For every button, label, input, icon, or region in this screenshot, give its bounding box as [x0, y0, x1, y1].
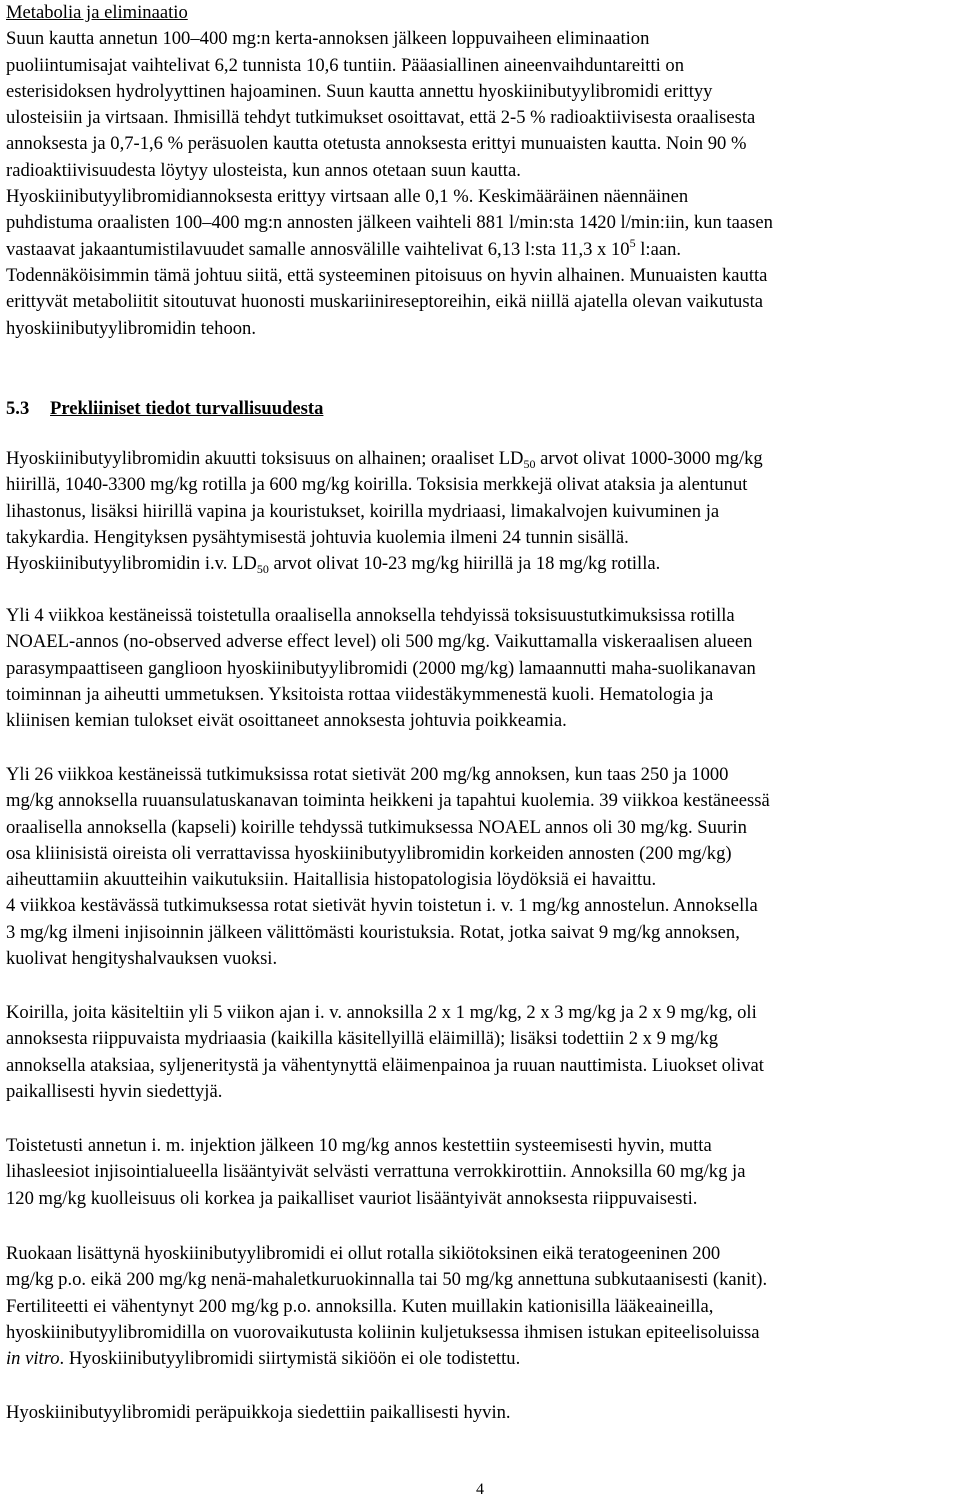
section-title: Prekliiniset tiedot turvallisuudesta [50, 398, 324, 419]
text-line: paikallisesti hyvin siedettyjä. [6, 1080, 223, 1102]
text-line: lihasleesiot injisointialueella lisääntyivät selvästi verrattuna verrokkirottiin. Annoksilla 60 mg/kg ja [6, 1161, 746, 1183]
text-line: takykardia. Hengityksen pysähtymisestä johtuvia kuolemia ilmeni 24 tunnin sisällä. [6, 526, 629, 548]
text-line: NOAEL-annos (no-observed adverse effect level) oli 500 mg/kg. Vaikuttamalla viskeraalisen alueen [6, 631, 753, 653]
text-line: parasympaattiseen ganglioon hyoskiinibutyylibromidi (2000 mg/kg) lamaannutti maha-suolikanavan [6, 657, 756, 679]
text-line: 3 mg/kg ilmeni injisoinnin jälkeen välittömästi kouristuksia. Rotat, jotka saivat 9 mg/kg annoksen, [6, 921, 740, 943]
text-span: arvot olivat 10-23 mg/kg hiirillä ja 18 mg/kg rotilla. [268, 553, 661, 575]
text-span: . Hyoskiinibutyylibromidi siirtymistä sikiöön ei ole todistettu. [59, 1348, 521, 1370]
superscript: 5 [629, 235, 636, 250]
text-line: hyoskiinibutyylibromidilla on vuorovaikutusta koliinin kuljetuksessa ihmisen istukan epiteelisoluissa [6, 1321, 760, 1343]
text-line: 120 mg/kg kuolleisuus oli korkea ja paikalliset vauriot lisääntyivät annoksesta riippuvaisesti. [6, 1187, 698, 1209]
text-line: toiminnan ja aiheutti ummetuksen. Yksitoista rottaa viidestäkymmenestä kuoli. Hematologia ja [6, 683, 714, 705]
text-line: Todennäköisimmin tämä johtuu siitä, että systeeminen pitoisuus on hyvin alhainen. Munuaisten kautta [6, 264, 768, 286]
text-line: puhdistuma oraalisten 100–400 mg:n annosten jälkeen vaihteli 881 l/min:sta 1420 l/min:iin, kun taasen [6, 212, 773, 234]
text-span: arvot olivat 1000-3000 mg/kg [535, 448, 763, 469]
text-line: oraalisella annoksella (kapseli) koirille tehdyssä tutkimuksessa NOAEL annos oli 30 mg/kg. Suurin [6, 816, 747, 838]
text-line: kliinisen kemian tulokset eivät osoittaneet annoksesta johtuvia poikkeamia. [6, 710, 567, 732]
text-line: lihastonus, lisäksi hiirillä vapina ja kouristukset, koirilla mydriaasi, limakalvojen kuivuminen ja [6, 500, 720, 522]
italic-text: in vitro [6, 1348, 60, 1370]
text-line: erittyvät metaboliitit sitoutuvat huonosti muskariinireseptoreihin, eikä niillä ajatella olevan vaikutusta [6, 291, 763, 313]
text-line [6, 237, 952, 263]
text-line: aiheuttamiin akuutteihin vaikutuksiin. Haitallisia histopatologisia löydöksiä ei havaittu. [6, 869, 657, 891]
text-line: annoksella ataksiaa, syljeneritystä ja vähentynyttä eläimenpainoa ja ruuan nauttimista. Liuokset olivat [6, 1054, 764, 1076]
text-line: hiirillä, 1040-3300 mg/kg rotilla ja 600 mg/kg koirilla. Toksisia merkkejä olivat ataksia ja alentunut [6, 474, 748, 496]
text-line: 4 viikkoa kestävässä tutkimuksessa rotat sietivät hyvin toistetun i. v. 1 mg/kg annostelun. Annoksella [6, 895, 758, 917]
text-line: hyoskiinibutyylibromidin tehoon. [6, 317, 256, 339]
text-line: Suun kautta annetun 100–400 mg:n kerta-annoksen jälkeen loppuvaiheen eliminaation [6, 28, 650, 50]
metabolism-title: Metabolia ja eliminaatio [6, 2, 188, 23]
subscript: 50 [256, 562, 269, 577]
metabolism-section [6, 0, 952, 342]
text-line: ulosteisiin ja virtsaan. Ihmisillä tehdyt tutkimukset osoittavat, että 2-5 % radioaktiivisesta oraalisesta [6, 107, 756, 129]
dog-study-paragraph [6, 1000, 952, 1105]
text-line: annoksesta ja 0,7-1,6 % peräsuolen kautta otetusta annoksesta erittyi munuaisten kautta. Noin 90 % [6, 133, 747, 155]
text-line: Yli 26 viikkoa kestäneissä tutkimuksissa rotat sietivät 200 mg/kg annoksen, kun taas 250 ja 1000 [6, 764, 729, 785]
text-line: mg/kg p.o. eikä 200 mg/kg nenä-mahaletkuruokinnalla tai 50 mg/kg annettuna subkutaanisesti (kanit). [6, 1269, 768, 1291]
reproductive-toxicity-paragraph [6, 1241, 952, 1372]
text-span: vastaavat jakaantumistilavuudet samalle annosvälille vaihtelivat 6,13 l:sta 11,3 x 10 [6, 238, 630, 260]
text-line: puoliintumisajat vaihtelivat 6,2 tunnista 10,6 tuntiin. Pääasiallinen aineenvaihduntareitti on [6, 54, 685, 76]
subscript: 50 [523, 457, 536, 471]
long-term-study-paragraph [6, 762, 952, 972]
text-line: Fertiliteetti ei vähentynyt 200 mg/kg p.o. annoksilla. Kuten muillakin kationisilla lääkeaineilla, [6, 1295, 714, 1317]
text-line: Koirilla, joita käsiteltiin yli 5 viikon ajan i. v. annoksilla 2 x 1 mg/kg, 2 x 3 mg/kg ja 2 x 9 mg/kg, oli [6, 1002, 757, 1023]
text-line: mg/kg annoksella ruuansulatuskanavan toiminta heikkeni ja tapahtui kuolemia. 39 viikkoa kestäneessä [6, 790, 770, 812]
text-line: osa kliinisistä oireista oli verrattavissa hyoskiinibutyylibromidin korkeiden annosten (200 mg/kg) [6, 842, 732, 864]
text-line [6, 446, 952, 472]
section-heading [6, 396, 952, 422]
text-line: kuolivat hengityshalvauksen vuoksi. [6, 948, 278, 970]
text-line: Hyoskiinibutyylibromidi peräpuikkoja siedettiin paikallisesti hyvin. [6, 1402, 511, 1423]
text-line: esterisidoksen hydrolyyttinen hajoaminen. Suun kautta annettu hyoskiinibutyylibromidi erittyy [6, 80, 713, 102]
text-line: Toistetusti annetun i. m. injektion jälkeen 10 mg/kg annos kestettiin systeemisesti hyvin, mutta [6, 1135, 712, 1156]
repeated-dose-paragraph [6, 603, 952, 734]
text-line: Ruokaan lisättynä hyoskiinibutyylibromidi ei ollut rotalla sikiötoksinen eikä teratogeeninen 200 [6, 1243, 721, 1264]
acute-toxicity-paragraph [6, 446, 952, 577]
text-span: l:aan. [635, 238, 682, 260]
text-span: Hyoskiinibutyylibromidin akuutti toksisuus on alhainen; oraaliset LD [6, 448, 524, 469]
text-line: Hyoskiinibutyylibromidiannoksesta erittyy virtsaan alle 0,1 %. Keskimääräinen näennäinen [6, 186, 689, 208]
text-span: Hyoskiinibutyylibromidin i.v. LD [6, 553, 257, 575]
text-line: Yli 4 viikkoa kestäneissä toistetulla oraalisella annoksella tehdyissä toksisuustutkimuksissa rotilla [6, 605, 735, 626]
text-line [6, 551, 952, 577]
text-line: annoksesta riippuvaista mydriaasia (kaikilla käsitellyillä eläimillä); lisäksi todettiin 2 x 9 mg/kg [6, 1028, 719, 1050]
text-line [6, 1346, 952, 1372]
page-number: 4 [476, 1481, 484, 1498]
text-line: radioaktiivisuudesta löytyy ulosteista, kun annos otetaan suun kautta. [6, 159, 521, 181]
section-number: 5.3 [6, 398, 30, 419]
im-injection-paragraph [6, 1133, 952, 1212]
local-tolerance-paragraph [6, 1400, 952, 1426]
